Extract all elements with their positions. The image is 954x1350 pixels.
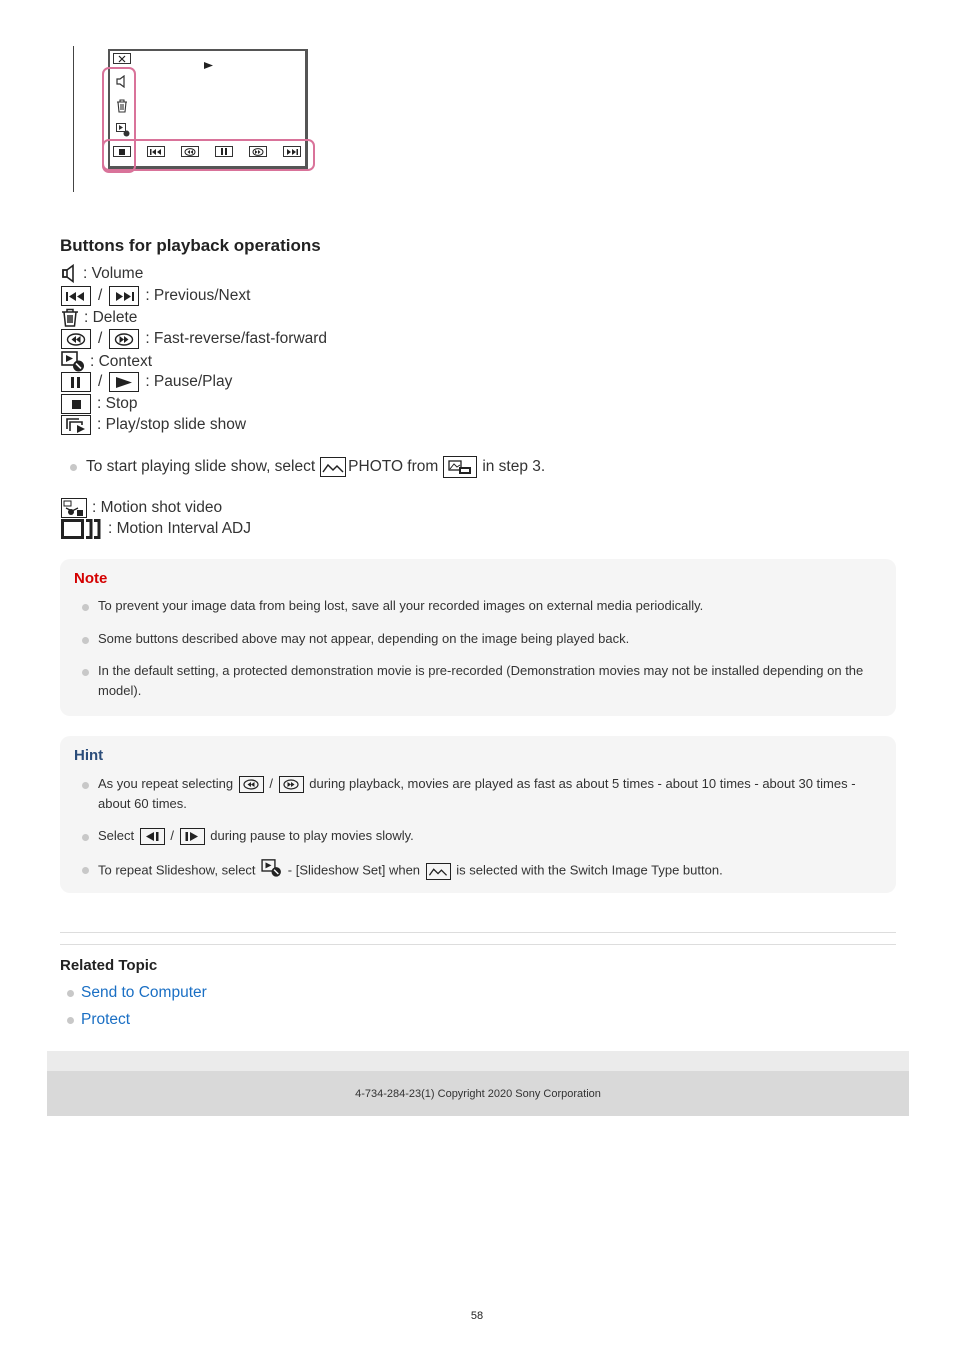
- hint3-mid: - [Slideshow Set] when: [287, 862, 421, 878]
- photo-icon: [426, 863, 451, 880]
- button-row-text: : Delete: [84, 308, 138, 326]
- hint3-post: is selected with the Switch Image Type button.: [456, 862, 723, 878]
- fast-forward-icon: [279, 776, 304, 793]
- footer-band: [47, 1051, 909, 1071]
- tip-text-post: in step 3.: [482, 458, 546, 475]
- button-row-text: : Fast-reverse/fast-forward: [145, 330, 328, 347]
- separator: /: [170, 828, 175, 843]
- close-icon: [118, 55, 126, 63]
- context-icon: [261, 859, 282, 883]
- button-row-text: : Motion shot video: [92, 499, 223, 516]
- fast-reverse-icon: [61, 329, 91, 349]
- divider: [60, 932, 896, 933]
- note-title: Note: [74, 570, 108, 587]
- fast-reverse-icon: [239, 776, 264, 793]
- hint1-pre: As you repeat selecting: [98, 776, 234, 791]
- button-row-slideshow: [61, 415, 246, 435]
- hint-item: [82, 774, 882, 814]
- hint-box: [60, 736, 896, 893]
- motion-shot-video-icon: [61, 498, 87, 518]
- page-number: 58: [470, 1310, 484, 1322]
- separator: /: [98, 373, 103, 390]
- hint3-pre: To repeat Slideshow, select: [98, 862, 256, 878]
- separator: /: [269, 776, 274, 791]
- divider: [60, 944, 896, 945]
- button-row-text: : Previous/Next: [145, 287, 251, 304]
- button-row-previous-next: [61, 286, 250, 306]
- note-item-text: In the default setting, a protected demonstration movie is pre-recorded (Demonstration movies may not be installed depending on the model).: [98, 663, 864, 698]
- hint-item-text: [98, 826, 882, 846]
- related-link-label[interactable]: Protect: [81, 1011, 131, 1028]
- hint2-pre: Select: [98, 828, 135, 843]
- separator: /: [98, 287, 103, 304]
- previous-icon: [61, 286, 91, 306]
- photo-icon: [320, 457, 346, 477]
- note-item: [82, 629, 882, 649]
- related-link-label[interactable]: Send to Computer: [81, 984, 207, 1001]
- button-row-context: [61, 351, 152, 372]
- related-topic-heading: Related Topic: [60, 957, 158, 974]
- related-link-protect[interactable]: [67, 1011, 130, 1029]
- slideshow-icon: [61, 415, 91, 435]
- note-item: [82, 661, 882, 701]
- hint-item-text: [98, 774, 882, 814]
- motion-interval-adj-icon: [61, 519, 103, 539]
- bullet: [67, 1017, 74, 1024]
- footer: [47, 1071, 909, 1116]
- copyright-text: 4-734-284-23(1) Copyright 2020 Sony Corporation: [355, 1087, 601, 1100]
- note-item: [82, 596, 882, 616]
- bullet: [67, 990, 74, 997]
- button-row-text: : Play/stop slide show: [97, 416, 247, 433]
- hint-item-text: [98, 859, 882, 883]
- play-icon: [109, 372, 139, 392]
- button-row-stop: [61, 394, 138, 414]
- play-icon: [204, 62, 213, 69]
- delete-icon: [61, 308, 79, 327]
- button-row-text: : Volume: [83, 264, 144, 282]
- note-item-text: Some buttons described above may not appear, depending on the image being played back.: [98, 631, 630, 646]
- fast-forward-icon: [109, 329, 139, 349]
- hint1-post: during playback, movies are played as fast as about 5 times - about 10 times - about 30 times - about 60 times.: [98, 776, 856, 811]
- button-row-pause-play: [61, 372, 232, 392]
- stop-icon: [61, 394, 91, 414]
- bullet: [70, 464, 77, 471]
- hint-item: [82, 859, 882, 883]
- bottom-buttons-highlight: [102, 139, 315, 171]
- section-heading: Buttons for playback operations: [60, 236, 321, 255]
- tip-text-pre: To start playing slide show, select: [86, 458, 316, 475]
- mini-play-indicator: [204, 56, 213, 74]
- illustration-margin-line: [73, 46, 74, 192]
- motion-row-interval-adj: [61, 519, 251, 539]
- mini-close-button: [113, 53, 131, 64]
- note-box: [60, 559, 896, 716]
- button-row-fast: [61, 329, 327, 349]
- pause-icon: [61, 372, 91, 392]
- button-row-delete: [61, 308, 137, 327]
- volume-icon: [61, 264, 78, 283]
- button-row-text: : Context: [90, 352, 153, 370]
- button-row-text: : Motion Interval ADJ: [108, 520, 252, 537]
- motion-row-shot-video: [61, 498, 222, 518]
- button-row-text: : Pause/Play: [145, 373, 233, 390]
- switch-image-type-icon: [443, 456, 477, 478]
- note-item-text: To prevent your image data from being lost, save all your recorded images on external media periodically.: [98, 598, 704, 613]
- slideshow-tip: [70, 456, 545, 478]
- next-icon: [109, 286, 139, 306]
- related-link-send-to-computer[interactable]: [67, 984, 207, 1002]
- hint-title: Hint: [74, 747, 104, 764]
- context-icon: [61, 351, 85, 372]
- button-row-text: : Stop: [97, 395, 138, 412]
- hint2-post: during pause to play movies slowly.: [210, 828, 414, 843]
- slow-reverse-icon: [140, 828, 165, 845]
- separator: /: [98, 330, 103, 347]
- tip-text-mid: PHOTO from: [348, 458, 439, 475]
- button-row-volume: [61, 264, 143, 283]
- hint-item: [82, 826, 882, 846]
- slow-forward-icon: [180, 828, 205, 845]
